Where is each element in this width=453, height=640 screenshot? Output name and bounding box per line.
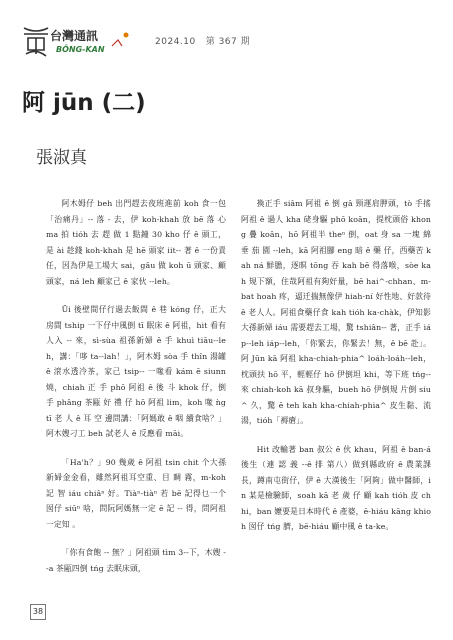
- paragraph: 阿木姆仔 beh 出門趕去夜班進前 koh 食一包「治痛丹」-- 落 - 去，伊 koh-khah 放 bē 落 心 ma 拍 tióh 去 趕 做 1 點鐘 30 kho 仔 ê 頭工，是 ài 趁錢 koh-khah 是 hē 頭家 iit-- 著 ê 一份責任，因為伊是工場大 sai，gâu 做 koh ū 頭家、顧頭家，ná leh 顧家己 ê 家伙 --leh。: [46, 199, 226, 286]
- page-number: 38: [30, 604, 46, 620]
- issue-date: 2024.10: [155, 37, 196, 47]
- logo-graphic: [22, 24, 134, 58]
- paragraph: 換正手 siâm 阿祖 ê 倒 gâ 頸運肩胛頭，tò 手搖阿祖 ê 過人 kha 硓身驅 phō koān，提枕頭俗 khong 疊 koân，hō 阿祖半 theⁿ 倒，oat 身 sa 一塊 綿 垂 茄 園 --leh，kā 阿祖腳 eng 暗 ê 藥 仔，西藥苦 kah ná 鮮膽，逐暝 tōng 吞 kah bē 得落喉，sòe kah 規下額，住哉阿祖有夠好量，bē hai^-chhan、m-bat hoah 疼，逼迁揣無像伊 hiah-ní 好性地、好款待 ê 老人人。阿祖食藥仔食 kah tióh ka-chàk，伊知影大孫新婦 iáu 需要趕去工場，驚 tshiân-- 著，正手 iáp--leh iáp--leh，「你緊去，你緊去！無，ê bē 赴」。阿 Jūn kā 阿祖 kha-chiah-phia^ loáh-loáh--leh，枕頭扶 hō 平，輕輕仔 hō 伊倒坦 khi，等下班 tńg-- 來 chiah-koh kā 叔身驅，bueh hō 伊倒規 片倒 siu^ 久，驚 ē teh kah kha-chiah-phia^ 皮生黏、流湯，tióh「褥瘡」。: [241, 199, 431, 425]
- paragraph: Ūi 後壁間仔行過去飯間 ê 巷 kóng 仔，正大房間 tship 一下仔中風倒 tī 眠床 ê 阿祖，hit 看有人入 -- 來，sì-sùa 祖孫新婦 ê 手 khuì tiāu--leh，講：「哆 ta--lah！」，阿木姆 sòa 手 thîn 湯罐 ê 滾水透冷茶，家己 tsip-- 一喙看 kám ē siunn 燒，chiah 正 手 phō 阿祖 ê 後 斗 khok 仔，倒 手 phâng 茶甌 好 禮 仔 hō 阿祖 lim，koh 喙 ǹg tī 老 人 ê 耳 空 邊問講：「阿媽敢 ê 咽 續食啥？」阿木嫂刁工 beh 試老人 ê 反應看 māi。: [46, 305, 226, 438]
- right-column: [241, 196, 431, 548]
- paragraph: 「Ha'h？」90 幾歲 ê 阿祖 tsin chit 个大孫新婦金金看，雖然阿祖耳空重、目 睭 霧，m-koh 記 智 iáu chiâⁿ 好。Tiàⁿ-tiàⁿ 若 bē 記得乜一个囡仔 siūⁿ 啥，問阮阿媽無一定 ē 記 -- 得，問阿祖一定知 。: [46, 457, 226, 529]
- paragraph: 「你有食飽 -- 無？」阿祖頭 tìm 3--下，木嫂 --a 茶甌四倒 tńg 去眠床頭，: [46, 548, 226, 573]
- article-author: 張淑真: [36, 148, 87, 168]
- issue-info: [155, 34, 250, 47]
- masthead: [22, 24, 442, 58]
- issue-number: 第 367 期: [205, 37, 251, 47]
- logo-sub-text: BÔNG-KAN: [56, 45, 105, 54]
- logo-main-text: 台灣通訊: [50, 29, 99, 43]
- magazine-logo: [22, 24, 134, 58]
- article-title: 阿 jūn (二): [22, 90, 146, 116]
- left-column: [46, 196, 226, 589]
- paragraph: Hit 改輸著 ban 叔公 ê 伙 khau，阿祖 ê ban-á 後生（連 認 義 --ê 排 第八）做到縣政府 ê 農業課長，蹲南屯街仔，伊 ê 大漢後生「阿夠」做中醫師，in 某是檢驗師，soah kā 老 歲 仔 顧 kah tióh 皮 chhi，ban 嬤要是日本時代 ê 產婆，ē-hiáu kāng khioh 囡仔 tńg 臍，bē-hiáu 顧中風 ê ta-ke。: [241, 444, 431, 531]
